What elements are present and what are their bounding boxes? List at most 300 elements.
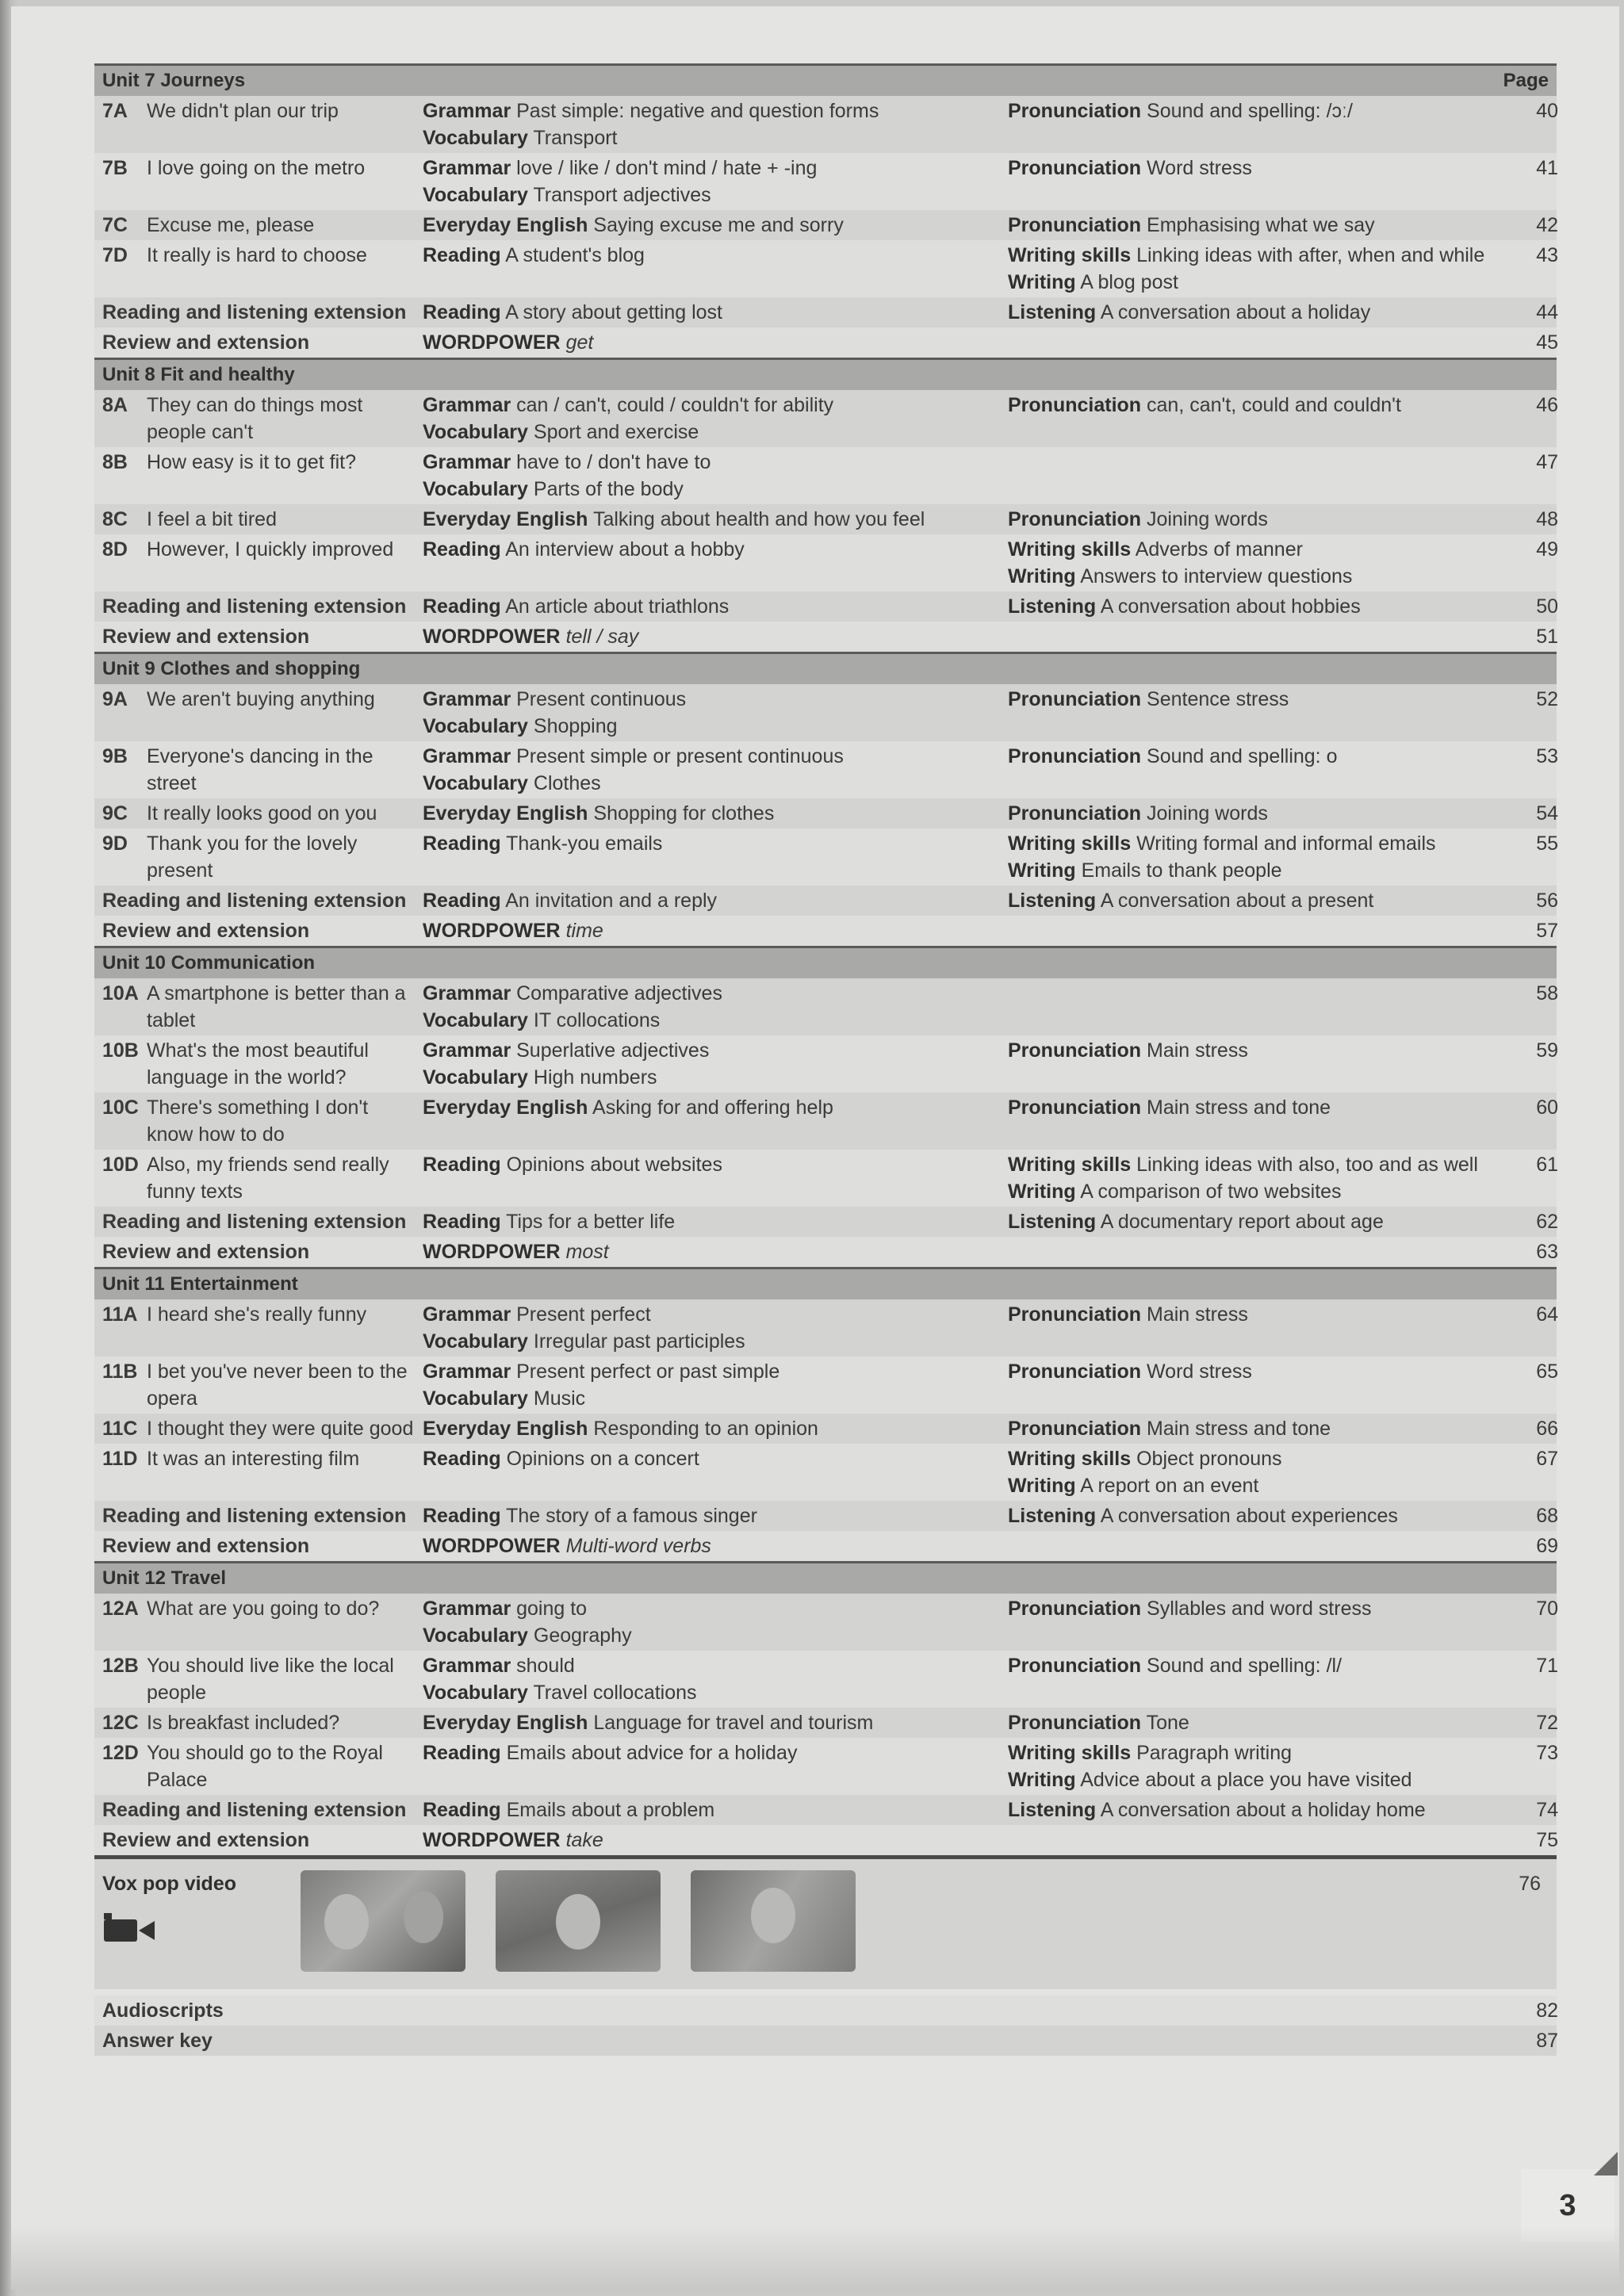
lesson-title: We didn't plan our trip xyxy=(147,100,339,122)
entry-text: Shopping for clothes xyxy=(593,802,775,825)
lesson-row xyxy=(94,1299,1557,1357)
toc-entry-line xyxy=(1008,1709,1503,1736)
lesson-title: There's something I don't know how to do xyxy=(147,1096,369,1146)
lesson-code: 10D xyxy=(102,1154,139,1176)
entry-label: Pronunciation xyxy=(1008,1096,1142,1119)
entry-text: Responding to an opinion xyxy=(593,1418,818,1440)
entry-label: Vocabulary xyxy=(423,715,528,737)
review-page: 51 xyxy=(1536,626,1558,648)
entry-label: Reading xyxy=(423,244,501,266)
reading-listening-listening xyxy=(1008,1208,1503,1235)
lesson-title: How easy is it to get fit? xyxy=(147,451,357,473)
review-label: Review and extension xyxy=(102,331,310,354)
wordpower-label: WORDPOWER xyxy=(423,1241,561,1263)
toc-entry-line xyxy=(1008,800,1503,827)
lesson-row xyxy=(94,1357,1557,1414)
wordpower-label: WORDPOWER xyxy=(423,920,561,942)
lesson-row xyxy=(94,741,1557,798)
lesson-page: 70 xyxy=(1536,1598,1558,1620)
entry-text: Clothes xyxy=(533,772,601,794)
entry-text: Sound and spelling: /ɔː/ xyxy=(1147,100,1353,122)
entry-text: Present simple or present continuous xyxy=(516,745,844,767)
unit-header xyxy=(94,946,1557,978)
toc-entry-line xyxy=(423,536,1000,563)
reading-listening-row xyxy=(94,591,1557,622)
lesson-title: It really looks good on you xyxy=(147,802,377,825)
vox-pop-page: 76 xyxy=(1519,1873,1541,1895)
entry-text: Word stress xyxy=(1147,157,1252,179)
person-face xyxy=(556,1894,600,1950)
lesson-grammar-vocab xyxy=(423,1709,1008,1736)
lesson-skills xyxy=(1008,1739,1503,1793)
toc-entry-line xyxy=(1008,857,1503,884)
review-row xyxy=(94,916,1557,946)
lesson-row xyxy=(94,978,1557,1035)
entry-text: A report on an event xyxy=(1080,1475,1259,1497)
lesson-skills xyxy=(1008,98,1503,124)
toc-entry-line xyxy=(423,1328,1000,1355)
entry-text: Joining words xyxy=(1147,802,1268,825)
toc-entry-line xyxy=(1008,1151,1503,1178)
reading-listening-page: 74 xyxy=(1536,1799,1558,1821)
lesson-title: Also, my friends send really funny texts xyxy=(147,1154,389,1203)
lesson-grammar-vocab xyxy=(423,686,1008,740)
reading-listening-page: 44 xyxy=(1536,301,1558,323)
lesson-skills xyxy=(1008,1301,1503,1328)
entry-text: Main stress xyxy=(1147,1039,1248,1062)
toc-entry-line xyxy=(423,299,1000,326)
toc-entry-line xyxy=(423,155,1000,182)
entry-text: Present continuous xyxy=(516,688,687,710)
toc-entry-line xyxy=(423,980,1000,1007)
toc-entry-line xyxy=(423,1679,1000,1706)
entry-text: A student's blog xyxy=(505,244,645,266)
toc-entry-line xyxy=(423,743,1000,770)
wordpower-word: take xyxy=(565,1829,603,1851)
entry-label: Vocabulary xyxy=(423,1009,528,1031)
entry-label: Writing xyxy=(1008,271,1076,293)
entry-label: Writing xyxy=(1008,565,1076,587)
toc-entry-line xyxy=(1008,1358,1503,1385)
review-row xyxy=(94,327,1557,358)
toc-entry-line xyxy=(1008,1094,1503,1121)
unit-title: Unit 8 Fit and healthy xyxy=(102,364,295,385)
wordpower-word: most xyxy=(565,1241,609,1263)
entry-label: Grammar xyxy=(423,745,511,767)
review-row xyxy=(94,622,1557,652)
page-number: 3 xyxy=(1521,2169,1614,2242)
lesson-page: 65 xyxy=(1536,1360,1558,1383)
toc-entry-line xyxy=(1008,1595,1503,1622)
lesson-page: 54 xyxy=(1536,802,1558,825)
lesson-code: 10B xyxy=(102,1039,139,1062)
audioscripts-row xyxy=(94,1996,1557,2026)
answer-key-label: Answer key xyxy=(102,2030,213,2052)
entry-label: Pronunciation xyxy=(1008,1655,1142,1677)
entry-label: Listening xyxy=(1008,1211,1097,1233)
lesson-code: 9C xyxy=(102,802,128,825)
lesson-row xyxy=(94,390,1557,447)
answer-key-page: 87 xyxy=(1536,2030,1558,2052)
lesson-row xyxy=(94,828,1557,886)
entry-label: Listening xyxy=(1008,595,1097,618)
lesson-grammar-vocab xyxy=(423,98,1008,151)
toc-entry-line xyxy=(423,1797,1000,1823)
table-of-contents xyxy=(94,63,1557,2056)
lesson-page: 49 xyxy=(1536,538,1558,561)
lesson-page: 40 xyxy=(1536,100,1558,122)
toc-entry-line xyxy=(423,182,1000,209)
toc-entry-line xyxy=(1008,563,1503,590)
lesson-code: 9A xyxy=(102,688,128,710)
toc-entry-line xyxy=(423,476,1000,503)
wordpower-word: time xyxy=(565,920,603,942)
lesson-code: 10A xyxy=(102,982,139,1004)
entry-text: A conversation about experiences xyxy=(1100,1505,1398,1527)
lesson-row xyxy=(94,798,1557,828)
lesson-title: I thought they were quite good xyxy=(147,1418,414,1440)
entry-text: Music xyxy=(533,1387,586,1410)
entry-text: A blog post xyxy=(1080,271,1178,293)
vox-pop-section xyxy=(94,1870,301,1950)
lesson-skills xyxy=(1008,830,1503,884)
lesson-grammar-vocab xyxy=(423,536,1008,563)
entry-text: Opinions about websites xyxy=(506,1154,722,1176)
reading-listening-reading xyxy=(423,1797,1008,1823)
entry-label: Writing xyxy=(1008,1181,1076,1203)
entry-text: The story of a famous singer xyxy=(506,1505,757,1527)
entry-label: Grammar xyxy=(423,394,511,416)
lesson-code: 11B xyxy=(102,1360,138,1383)
reading-listening-label: Reading and listening extension xyxy=(102,1211,407,1233)
entry-text: Thank-you emails xyxy=(506,832,663,855)
entry-label: Vocabulary xyxy=(423,184,528,206)
entry-label: Vocabulary xyxy=(423,1330,528,1353)
entry-text: Sentence stress xyxy=(1147,688,1289,710)
entry-label: Reading xyxy=(423,1154,501,1176)
lesson-page: 42 xyxy=(1536,214,1558,236)
lesson-code: 8A xyxy=(102,394,128,416)
entry-text: Transport adjectives xyxy=(533,184,711,206)
review-label: Review and extension xyxy=(102,626,310,648)
lesson-code: 11A xyxy=(102,1303,138,1326)
lesson-title: However, I quickly improved xyxy=(147,538,394,561)
toc-entry-line xyxy=(423,1652,1000,1679)
unit-title: Unit 12 Travel xyxy=(102,1567,227,1589)
lesson-skills xyxy=(1008,1652,1503,1679)
toc-entry-line xyxy=(1008,1766,1503,1793)
entry-label: Grammar xyxy=(423,1360,511,1383)
lesson-grammar-vocab xyxy=(423,449,1008,503)
wordpower-entry xyxy=(423,1238,1008,1265)
lesson-page: 67 xyxy=(1536,1448,1558,1470)
lesson-row xyxy=(94,1150,1557,1207)
entry-label: Reading xyxy=(423,1799,501,1821)
review-page: 75 xyxy=(1536,1829,1558,1851)
toc-entry-line xyxy=(1008,155,1503,182)
entry-text: Paragraph writing xyxy=(1136,1742,1293,1764)
entry-text: Writing formal and informal emails xyxy=(1136,832,1436,855)
toc-entry-line xyxy=(1008,1797,1503,1823)
lesson-row xyxy=(94,1738,1557,1795)
toc-entry-line xyxy=(1008,1208,1503,1235)
lesson-skills xyxy=(1008,536,1503,590)
entry-label: Pronunciation xyxy=(1008,214,1142,236)
entry-text: Advice about a place you have visited xyxy=(1080,1769,1412,1791)
wordpower-label: WORDPOWER xyxy=(423,1829,561,1851)
entry-text: High numbers xyxy=(533,1066,657,1089)
lesson-grammar-vocab xyxy=(423,1037,1008,1091)
reading-listening-listening xyxy=(1008,299,1503,326)
toc-entry-line xyxy=(1008,536,1503,563)
reading-listening-reading xyxy=(423,593,1008,620)
entry-label: Pronunciation xyxy=(1008,157,1142,179)
reading-listening-page: 68 xyxy=(1536,1505,1558,1527)
entry-text: can, can't, could and couldn't xyxy=(1147,394,1401,416)
toc-entry-line xyxy=(1008,593,1503,620)
page-corner-marker xyxy=(1594,2152,1618,2175)
lesson-code: 9B xyxy=(102,745,128,767)
reading-listening-label: Reading and listening extension xyxy=(102,1505,407,1527)
reading-listening-page: 50 xyxy=(1536,595,1558,618)
lesson-skills xyxy=(1008,392,1503,419)
lesson-row xyxy=(94,96,1557,153)
toc-entry-line xyxy=(423,1064,1000,1091)
unit-header xyxy=(94,1267,1557,1299)
entry-text: Travel collocations xyxy=(533,1682,697,1704)
lesson-page: 66 xyxy=(1536,1418,1558,1440)
lesson-code: 8B xyxy=(102,451,128,473)
unit-title: Unit 7 Journeys xyxy=(102,70,246,91)
lesson-title: I love going on the metro xyxy=(147,157,366,179)
entry-label: Grammar xyxy=(423,100,511,122)
toc-entry-line xyxy=(1008,686,1503,713)
toc-entry-line xyxy=(423,887,1000,914)
entry-label: Reading xyxy=(423,301,501,323)
entry-label: Grammar xyxy=(423,1655,511,1677)
entry-text: Joining words xyxy=(1147,508,1268,530)
entry-label: Pronunciation xyxy=(1008,745,1142,767)
review-label: Review and extension xyxy=(102,1829,310,1851)
entry-label: Pronunciation xyxy=(1008,802,1142,825)
toc-entry-line xyxy=(423,1208,1000,1235)
toc-entry-line xyxy=(1008,1415,1503,1442)
wordpower-word: Multi-word verbs xyxy=(565,1535,711,1557)
lesson-row xyxy=(94,684,1557,741)
lesson-row xyxy=(94,210,1557,240)
entry-label: Everyday English xyxy=(423,1712,588,1734)
toc-entry-line xyxy=(1008,1472,1503,1499)
toc-entry-line xyxy=(423,212,1000,239)
entry-label: Pronunciation xyxy=(1008,100,1142,122)
unit-title: Unit 11 Entertainment xyxy=(102,1273,298,1295)
reading-listening-row xyxy=(94,297,1557,327)
video-thumbnail[interactable] xyxy=(496,1870,661,1972)
toc-entry-line xyxy=(1008,299,1503,326)
entry-text: Adverbs of manner xyxy=(1135,538,1303,561)
unit-title: Unit 10 Communication xyxy=(102,952,316,974)
unit-header xyxy=(94,652,1557,684)
entry-label: Pronunciation xyxy=(1008,508,1142,530)
toc-entry-line xyxy=(423,1094,1000,1121)
toc-entry-line xyxy=(423,1007,1000,1034)
reading-listening-row xyxy=(94,1207,1557,1237)
toc-entry-line xyxy=(423,1037,1000,1064)
page-bottom-shade xyxy=(11,2226,1619,2290)
lesson-page: 52 xyxy=(1536,688,1558,710)
lesson-skills xyxy=(1008,686,1503,713)
entry-label: Pronunciation xyxy=(1008,1418,1142,1440)
entry-text: Tips for a better life xyxy=(506,1211,676,1233)
entry-label: Vocabulary xyxy=(423,1066,528,1089)
lesson-code: 11D xyxy=(102,1448,138,1470)
lesson-title: They can do things most people can't xyxy=(147,394,363,443)
entry-text: Shopping xyxy=(533,715,618,737)
video-thumbnail[interactable] xyxy=(691,1870,856,1972)
entry-text: Irregular past participles xyxy=(533,1330,745,1353)
lesson-code: 8D xyxy=(102,538,128,561)
toc-entry-line xyxy=(1008,98,1503,124)
entry-label: Pronunciation xyxy=(1008,1712,1142,1734)
toc-entry-line xyxy=(423,124,1000,151)
vox-pop-row xyxy=(94,1855,1557,1989)
lesson-code: 10C xyxy=(102,1096,139,1119)
lesson-skills xyxy=(1008,1151,1503,1205)
toc-entry-line xyxy=(1008,887,1503,914)
wordpower-label: WORDPOWER xyxy=(423,626,561,648)
wordpower-entry xyxy=(423,1533,1008,1559)
lesson-grammar-vocab xyxy=(423,212,1008,239)
toc-entry-line xyxy=(423,1445,1000,1472)
lesson-page: 55 xyxy=(1536,832,1558,855)
entry-label: Reading xyxy=(423,1211,501,1233)
review-row xyxy=(94,1825,1557,1855)
reading-listening-row xyxy=(94,1795,1557,1825)
lesson-grammar-vocab xyxy=(423,1151,1008,1178)
entry-text: Emails about a problem xyxy=(506,1799,715,1821)
video-thumbnail[interactable] xyxy=(301,1870,465,1972)
lesson-page: 58 xyxy=(1536,982,1558,1004)
lesson-title: We aren't buying anything xyxy=(147,688,375,710)
reading-listening-reading xyxy=(423,1502,1008,1529)
lesson-row xyxy=(94,1651,1557,1708)
entry-label: Writing xyxy=(1008,1475,1076,1497)
page-column-header: Page xyxy=(1503,70,1549,91)
wordpower-word: get xyxy=(565,331,594,354)
toc-entry-line xyxy=(423,1739,1000,1766)
toc-entry-line xyxy=(1008,1301,1503,1328)
unit-header xyxy=(94,1561,1557,1594)
entry-text: Language for travel and tourism xyxy=(593,1712,874,1734)
lesson-skills xyxy=(1008,1445,1503,1499)
entry-label: Everyday English xyxy=(423,214,588,236)
lesson-row xyxy=(94,1708,1557,1738)
entry-text: Word stress xyxy=(1147,1360,1252,1383)
entry-label: Reading xyxy=(423,1505,501,1527)
entry-label: Vocabulary xyxy=(423,127,528,149)
toc-entry-line xyxy=(1008,392,1503,419)
wordpower-entry xyxy=(423,1827,1008,1854)
lesson-grammar-vocab xyxy=(423,800,1008,827)
toc-entry-line xyxy=(423,98,1000,124)
lesson-code: 12C xyxy=(102,1712,139,1734)
review-row xyxy=(94,1531,1557,1561)
lesson-grammar-vocab xyxy=(423,1739,1008,1766)
toc-entry-line xyxy=(423,1301,1000,1328)
reading-listening-label: Reading and listening extension xyxy=(102,301,407,323)
lesson-skills xyxy=(1008,1358,1503,1385)
toc-entry-line xyxy=(423,713,1000,740)
lesson-code: 8C xyxy=(102,508,128,530)
toc-entry-line xyxy=(423,1622,1000,1649)
reading-listening-reading xyxy=(423,1208,1008,1235)
reading-listening-label: Reading and listening extension xyxy=(102,890,407,912)
entry-label: Writing skills xyxy=(1008,1154,1132,1176)
toc-entry-line xyxy=(1008,830,1503,857)
lesson-grammar-vocab xyxy=(423,980,1008,1034)
lesson-grammar-vocab xyxy=(423,242,1008,269)
entry-label: Vocabulary xyxy=(423,1682,528,1704)
entry-text: Tone xyxy=(1146,1712,1189,1734)
lesson-code: 12D xyxy=(102,1742,139,1764)
toc-entry-line xyxy=(1008,242,1503,269)
lesson-skills xyxy=(1008,1709,1503,1736)
reading-listening-reading xyxy=(423,299,1008,326)
entry-text: Syllables and word stress xyxy=(1147,1598,1372,1620)
entry-text: A comparison of two websites xyxy=(1080,1181,1342,1203)
entry-text: Past simple: negative and question forms xyxy=(516,100,879,122)
entry-text: going to xyxy=(516,1598,588,1620)
lesson-grammar-vocab xyxy=(423,1094,1008,1121)
lesson-title: Thank you for the lovely present xyxy=(147,832,358,882)
toc-entry-line xyxy=(1008,1502,1503,1529)
entry-label: Grammar xyxy=(423,1303,511,1326)
toc-entry-line xyxy=(1008,506,1503,533)
entry-label: Vocabulary xyxy=(423,772,528,794)
entry-text: Emails to thank people xyxy=(1081,859,1282,882)
entry-text: Linking ideas with after, when and while xyxy=(1136,244,1485,266)
entry-label: Vocabulary xyxy=(423,478,528,500)
lesson-code: 7B xyxy=(102,157,128,179)
entry-label: Writing skills xyxy=(1008,1448,1132,1470)
lesson-skills xyxy=(1008,1595,1503,1622)
lesson-title: Excuse me, please xyxy=(147,214,315,236)
entry-label: Vocabulary xyxy=(423,421,528,443)
lesson-page: 43 xyxy=(1536,244,1558,266)
lesson-row xyxy=(94,240,1557,297)
lesson-skills xyxy=(1008,155,1503,182)
toc-entry-line xyxy=(1008,743,1503,770)
lesson-page: 72 xyxy=(1536,1712,1558,1734)
entry-text: Sport and exercise xyxy=(533,421,699,443)
entry-label: Everyday English xyxy=(423,802,588,825)
toc-entry-line xyxy=(1008,269,1503,296)
entry-text: An article about triathlons xyxy=(505,595,730,618)
entry-label: Listening xyxy=(1008,301,1097,323)
entry-text: can / can't, could / couldn't for ability xyxy=(516,394,834,416)
reading-listening-listening xyxy=(1008,593,1503,620)
person-face xyxy=(404,1891,443,1943)
toc-entry-line xyxy=(423,506,1000,533)
lesson-code: 7C xyxy=(102,214,128,236)
lesson-code: 12B xyxy=(102,1655,139,1677)
lesson-title: A smartphone is better than a tablet xyxy=(147,982,406,1031)
lesson-skills xyxy=(1008,242,1503,296)
lesson-grammar-vocab xyxy=(423,392,1008,446)
entry-text: Linking ideas with also, too and as well xyxy=(1136,1154,1478,1176)
lesson-title: You should go to the Royal Palace xyxy=(147,1742,383,1791)
entry-text: Present perfect xyxy=(516,1303,651,1326)
